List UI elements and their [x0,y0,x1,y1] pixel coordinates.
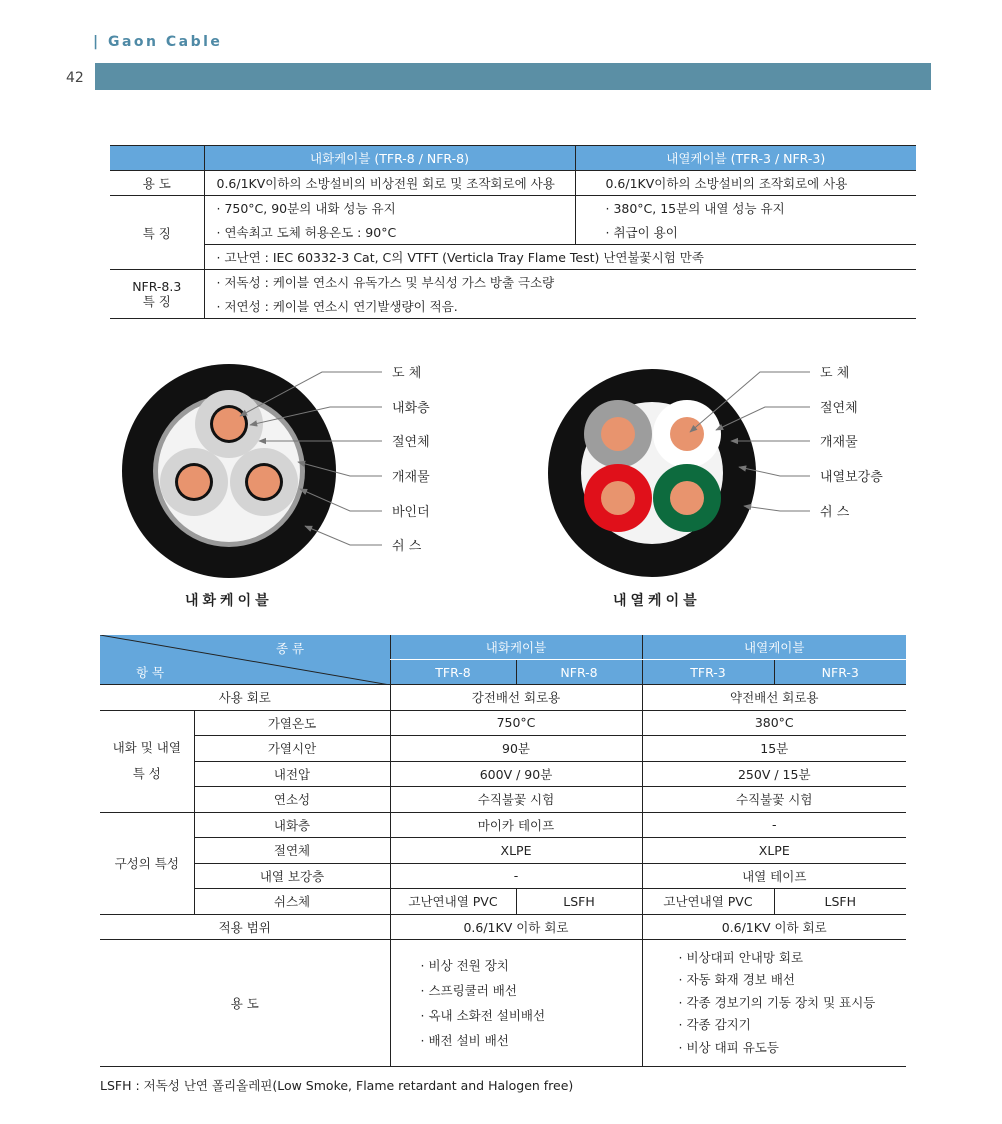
cell: LSFH [516,889,642,915]
fire-label-sheath: 쉬 스 [392,539,422,554]
cell: XLPE [642,838,906,864]
row-label: 용 도 [100,940,390,1067]
use-list-fire [390,940,642,1067]
nfr-label-sub: 특 징 [142,294,171,309]
list-item: · 비상대피 안내망 회로 [678,949,804,965]
list-item: · 비상 대피 유도등 [678,1039,779,1055]
cell: 600V / 90분 [390,761,642,787]
table-row [100,685,906,711]
table1-corner [110,146,204,171]
table-row [110,171,916,196]
table-row [100,812,906,838]
fire-label-fire-layer: 내화층 [392,401,430,416]
row-label: 연소성 [194,787,390,813]
cable-spec-table [100,635,906,1067]
table-row [100,710,906,736]
list-item: · 옥내 소화전 설비배선 [420,1008,546,1023]
header-heat: 내열케이블 [642,635,906,660]
cell: 0.6/1KV 이하 회로 [642,914,906,940]
header-fire: 내화케이블 [390,635,642,660]
header-tfr8: TFR-8 [390,660,516,685]
table-row [110,245,916,270]
cell: 수직불꽃 시험 [642,787,906,813]
row-label: 내열 보강층 [194,863,390,889]
footnote: LSFH : 저독성 난연 폴리올레핀(Low Smoke, Flame retardant and Halogen free) [100,1078,574,1093]
group-label [100,710,194,812]
corner-top-label: 종 류 [275,641,305,656]
list-item: · 각종 경보기의 기동 장치 및 표시등 [678,994,876,1010]
cell: 강전배선 회로용 [390,685,642,711]
diagram-svg [0,340,1002,620]
row-label [110,270,204,319]
fire-cable-caption: 내화케이블 [185,593,273,609]
cell: · 취급이 용이 [575,220,916,245]
cell: · 380°C, 15분의 내열 성능 유지 [575,196,916,221]
cell: 0.6/1KV 이하 회로 [390,914,642,940]
table-row [110,220,916,245]
table-row [100,787,906,813]
cell: - [390,863,642,889]
brand-name: | Gaon Cable [93,34,223,50]
list-item: · 비상 전원 장치 [420,958,509,973]
nfr-label: NFR-8.3 [132,279,182,294]
heat-label-conductor: 도 체 [820,366,850,381]
cell: 0.6/1KV이하의 소방설비의 조작회로에 사용 [575,171,916,196]
cell: · 저연성 : 케이블 연소시 연기발생량이 적음. [216,299,458,314]
list-item: · 스프링쿨러 배선 [420,983,517,998]
table2-corner [100,635,390,685]
fire-label-binder: 바인더 [392,505,430,520]
table-row [100,914,906,940]
heat-label-filler: 개재물 [820,435,858,450]
heat-label-sheath: 쉬 스 [820,505,850,520]
header-tfr3: TFR-3 [642,660,774,685]
cell: 고난연내열 PVC [390,889,516,915]
cable-diagrams [0,340,1002,620]
cell: 750°C [390,710,642,736]
table1-header-fire: 내화케이블 (TFR-8 / NFR-8) [204,146,575,171]
cell: XLPE [390,838,642,864]
row-label: 내화층 [194,812,390,838]
cell: 0.6/1KV이하의 소방설비의 비상전원 회로 및 조작회로에 사용 [204,171,575,196]
cell: 고난연내열 PVC [642,889,774,915]
group-label-line2: 특 성 [132,766,161,781]
row-label: 특 징 [110,196,204,270]
heat-cable-illustration [548,369,756,577]
fire-label-conductor: 도 체 [392,366,422,381]
table-row [110,270,916,295]
row-label: 쉬스체 [194,889,390,915]
row-label: 적용 범위 [100,914,390,940]
list-item: · 배전 설비 배선 [420,1033,509,1048]
cell: 내열 테이프 [642,863,906,889]
corner-diagonal [100,635,390,685]
cell: 90분 [390,736,642,762]
cell: 250V / 15분 [642,761,906,787]
use-list-heat [642,940,906,1067]
cell: · 고난연 : IEC 60332-3 Cat, C의 VTFT (Verticla Tray Flame Test) 난연불꽃시험 만족 [216,250,704,265]
table-row [100,736,906,762]
fire-cable-illustration [122,364,336,578]
row-label: 사용 회로 [100,685,390,711]
table-row [100,838,906,864]
fire-label-insulation: 절연체 [392,435,430,450]
cell: · 750°C, 90분의 내화 성능 유지 [204,196,575,221]
cell: 약전배선 회로용 [642,685,906,711]
fire-label-filler: 개재물 [392,470,430,485]
corner-bottom-label: 항 목 [135,665,165,680]
table-row [100,889,906,915]
table1-header-heat: 내열케이블 (TFR-3 / NFR-3) [575,146,916,171]
heat-label-heat-layer: 내열보강층 [820,470,883,485]
cell: 수직불꽃 시험 [390,787,642,813]
table-row [100,761,906,787]
cell: 15분 [642,736,906,762]
row-label: 절연체 [194,838,390,864]
group-label: 구성의 특성 [100,812,194,914]
group-label-line1: 내화 및 내열 [112,740,181,755]
header-nfr8: NFR-8 [516,660,642,685]
cell: · 저독성 : 케이블 연소시 유독가스 및 부식성 가스 방출 극소량 [204,270,916,295]
page-number: 42 [66,70,84,86]
cell: 380°C [642,710,906,736]
row-label: 내전압 [194,761,390,787]
list-item: · 각종 감지기 [678,1017,751,1033]
cell: LSFH [774,889,906,915]
cell: - [642,812,906,838]
heat-cable-caption: 내열케이블 [613,593,701,609]
cell: 마이카 테이프 [390,812,642,838]
table-row [100,940,906,1067]
header-bar [95,63,931,90]
row-label: 가열온도 [194,710,390,736]
cell: · 연속최고 도체 허용온도 : 90°C [204,220,575,245]
cable-overview-table [110,145,916,319]
list-item: · 자동 화재 경보 배선 [678,972,795,988]
table-row [100,863,906,889]
heat-label-insulation: 절연체 [820,401,858,416]
row-label: 가열시안 [194,736,390,762]
table-row [110,294,916,319]
row-label: 용 도 [110,171,204,196]
table-row [110,196,916,221]
header-nfr3: NFR-3 [774,660,906,685]
